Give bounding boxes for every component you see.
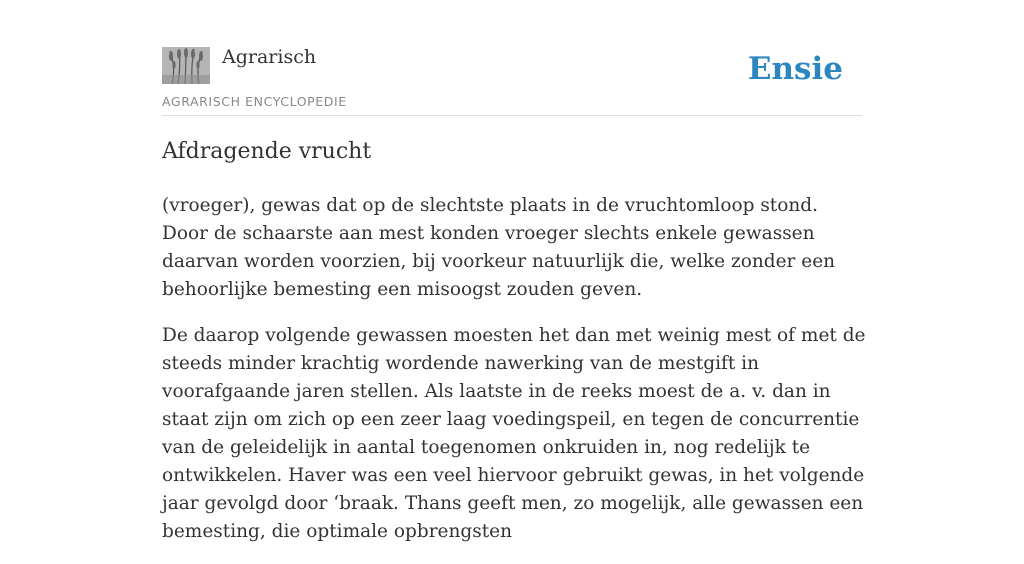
brand-logo[interactable]: Ensie <box>747 51 843 87</box>
wheat-icon <box>162 47 210 84</box>
source-subtitle: AGRARISCH ENCYCLOPEDIE <box>162 94 347 109</box>
site-header <box>162 44 862 116</box>
article-paragraph: (vroeger), gewas dat op de slechtste plaats in de vruchtomloop stond. Door de schaarste aan mest konden vroeger slechts enkele gewassen daarvan worden voorzien, bij voorkeur natuurlijk die, welke zonder een behoorlijke bemesting een misoogst zouden geven. <box>162 195 836 300</box>
source-name[interactable]: Agrarisch <box>222 46 317 68</box>
page-title: Afdragende vrucht <box>162 139 372 164</box>
source-avatar[interactable] <box>162 47 210 84</box>
article-paragraph: De daarop volgende gewassen moesten het dan met weinig mest of met de steeds minder krachtig wordende nawerking van de mestgift in voorafgaande jaren stellen. Als laatste in de reeks moest de a. v. dan in staat zijn om zich op een zeer laag voedingspeil, en tegen de concurrentie van de geleidelijk in aantal toegenomen onkruiden in, nog redelijk te ontwikkelen. Haver was een veel hiervoor gebruikt gewas, in het volgende jaar gevolgd door ‘braak. Thans geeft men, zo mogelijk, alle gewassen een bemesting, die optimale opbrengsten <box>162 325 866 542</box>
article-body <box>162 192 866 564</box>
